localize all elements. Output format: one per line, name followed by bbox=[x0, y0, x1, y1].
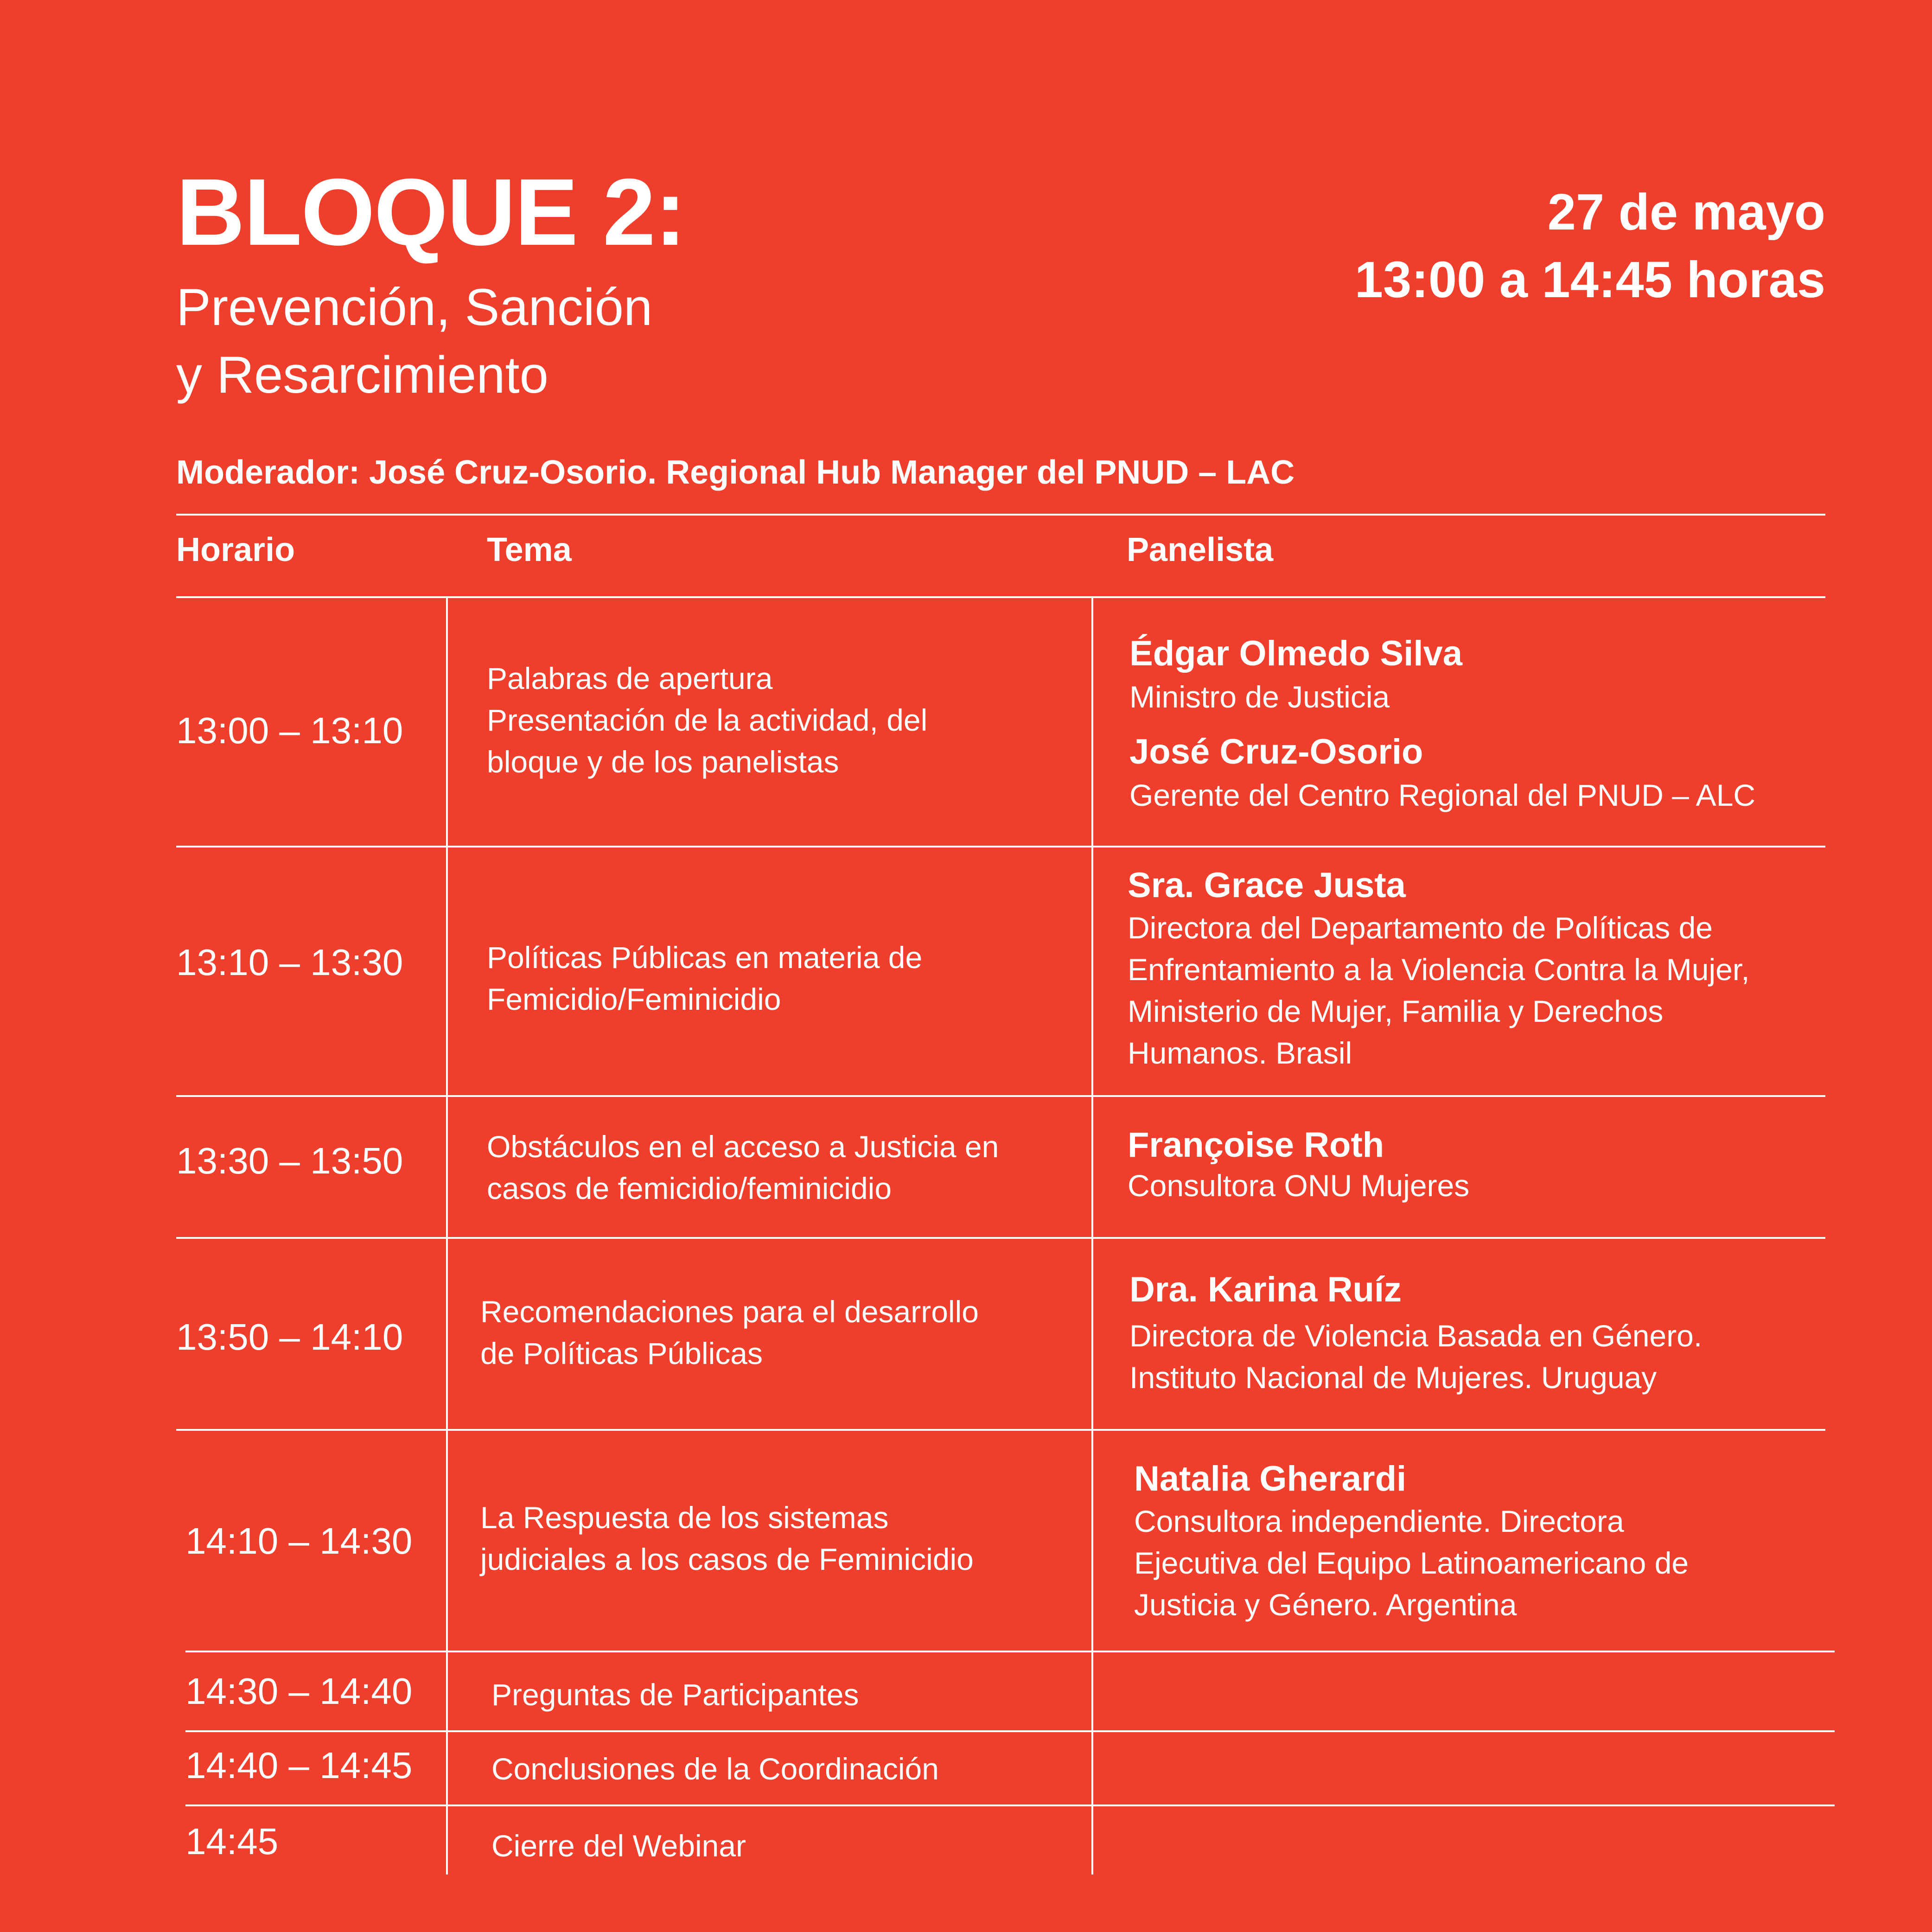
role-line: Ministerio de Mujer, Familia y Derechos bbox=[1128, 994, 1664, 1028]
role-line: Directora de Violencia Basada en Género. bbox=[1129, 1318, 1702, 1353]
role-line: Humanos. Brasil bbox=[1128, 1035, 1352, 1070]
divider-line bbox=[176, 596, 1825, 598]
row-time: 14:40 – 14:45 bbox=[185, 1745, 413, 1786]
panelist bbox=[1129, 733, 1755, 816]
divider-line bbox=[185, 1651, 1835, 1652]
event-date: 27 de mayo bbox=[1547, 184, 1825, 241]
row-time: 13:00 – 13:10 bbox=[176, 710, 403, 751]
row-time: 13:30 – 13:50 bbox=[176, 1140, 403, 1181]
divider-line bbox=[176, 514, 1825, 516]
panelist-role bbox=[1128, 907, 1750, 1074]
row-time: 14:10 – 14:30 bbox=[185, 1520, 413, 1562]
panelist-role: Gerente del Centro Regional del PNUD – ALC bbox=[1129, 778, 1756, 812]
divider-line bbox=[176, 1429, 1825, 1431]
topic-line: Obstáculos en el acceso a Justicia en bbox=[487, 1129, 999, 1164]
panelist bbox=[1129, 634, 1462, 718]
panelist-name: Natalia Gherardi bbox=[1134, 1459, 1407, 1498]
block-title: BLOQUE 2: bbox=[176, 159, 686, 265]
panelist-name: Édgar Olmedo Silva bbox=[1129, 634, 1462, 673]
panelist bbox=[1128, 1126, 1469, 1206]
column-header-panelista: Panelista bbox=[1127, 531, 1274, 568]
topic-line: Femicidio/Feminicidio bbox=[487, 982, 781, 1016]
row-topic bbox=[480, 1497, 974, 1580]
row-time: 13:50 – 14:10 bbox=[176, 1316, 403, 1358]
topic-line: bloque y de los panelistas bbox=[487, 745, 839, 779]
topic-line: judiciales a los casos de Feminicidio bbox=[480, 1542, 974, 1576]
panelist-name: Françoise Roth bbox=[1128, 1125, 1384, 1165]
row-time: 14:30 – 14:40 bbox=[185, 1671, 413, 1712]
topic-line: La Respuesta de los sistemas bbox=[480, 1500, 889, 1535]
topic-line: de Políticas Públicas bbox=[480, 1336, 763, 1371]
row-time: 14:45 bbox=[185, 1821, 279, 1862]
panelist-role: Consultora ONU Mujeres bbox=[1128, 1168, 1470, 1203]
topic-line: Políticas Públicas en materia de bbox=[487, 940, 923, 975]
divider-line bbox=[185, 1730, 1835, 1732]
panelist bbox=[1134, 1460, 1689, 1626]
divider-line bbox=[176, 1095, 1825, 1097]
role-line: Consultora independiente. Directora bbox=[1134, 1504, 1624, 1538]
panelist-role bbox=[1134, 1500, 1689, 1626]
topic-line: Palabras de apertura bbox=[487, 661, 773, 695]
block-subtitle bbox=[176, 274, 652, 409]
row-topic bbox=[487, 657, 927, 783]
event-date-block bbox=[1355, 179, 1825, 314]
subtitle-line-2: y Resarcimiento bbox=[176, 346, 548, 404]
role-line: Directora del Departamento de Políticas de bbox=[1128, 910, 1713, 945]
divider-line bbox=[176, 846, 1825, 848]
row-topic: Cierre del Webinar bbox=[491, 1829, 746, 1863]
moderator-line: Moderador: José Cruz-Osorio. Regional Hub Manager del PNUD – LAC bbox=[176, 454, 1295, 491]
column-divider bbox=[1091, 597, 1093, 1875]
event-time-range: 13:00 a 14:45 horas bbox=[1354, 251, 1825, 308]
row-topic bbox=[480, 1291, 979, 1374]
panelist bbox=[1129, 1270, 1702, 1398]
divider-line bbox=[176, 1237, 1825, 1239]
subtitle-line-1: Prevención, Sanción bbox=[176, 278, 653, 336]
row-topic: Preguntas de Participantes bbox=[491, 1677, 859, 1712]
row-topic bbox=[487, 937, 922, 1020]
panelist-name: Sra. Grace Justa bbox=[1128, 866, 1406, 905]
role-line: Enfrentamiento a la Violencia Contra la Mujer, bbox=[1128, 952, 1750, 987]
topic-line: Recomendaciones para el desarrollo bbox=[480, 1294, 979, 1329]
panelist-name: Dra. Karina Ruíz bbox=[1129, 1270, 1402, 1309]
topic-line: casos de femicidio/feminicidio bbox=[487, 1171, 892, 1205]
column-divider bbox=[446, 597, 448, 1875]
panelist bbox=[1128, 866, 1750, 1074]
panelist-role: Ministro de Justicia bbox=[1129, 679, 1390, 714]
panelist-name: José Cruz-Osorio bbox=[1129, 732, 1423, 772]
topic-line: Presentación de la actividad, del bbox=[487, 703, 928, 737]
role-line: Instituto Nacional de Mujeres. Uruguay bbox=[1129, 1360, 1657, 1395]
role-line: Justicia y Género. Argentina bbox=[1134, 1587, 1517, 1622]
panelist-role bbox=[1129, 1315, 1702, 1398]
row-topic bbox=[487, 1126, 999, 1209]
column-header-horario: Horario bbox=[176, 531, 295, 568]
column-header-tema: Tema bbox=[487, 531, 572, 568]
row-topic: Conclusiones de la Coordinación bbox=[491, 1752, 939, 1786]
row-time: 13:10 – 13:30 bbox=[176, 942, 403, 983]
role-line: Ejecutiva del Equipo Latinoamericano de bbox=[1134, 1545, 1689, 1580]
divider-line bbox=[185, 1804, 1835, 1806]
